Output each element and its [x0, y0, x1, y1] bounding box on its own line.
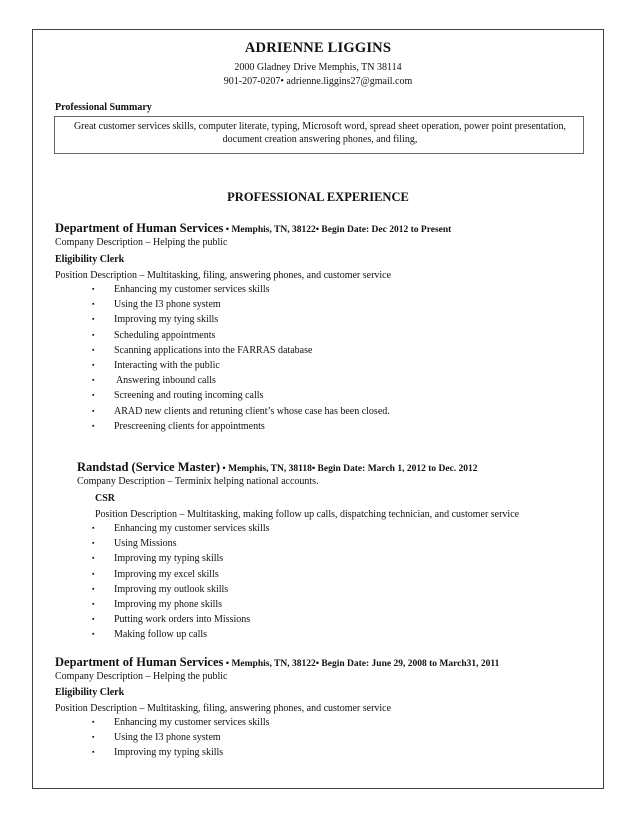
- bullet-text: Answering inbound calls: [114, 375, 216, 387]
- bullet-square-icon: ▪: [92, 748, 95, 757]
- bullet-item: [92, 330, 215, 341]
- bullet-text: Putting work orders into Missions: [114, 614, 251, 626]
- bullet-square-icon: ▪: [92, 615, 95, 624]
- bullet-item: [92, 299, 221, 310]
- bullet-item: [92, 569, 219, 580]
- bullet-item: [92, 584, 228, 595]
- bullet-square-icon: ▪: [92, 391, 95, 400]
- bullet-item: [92, 523, 270, 534]
- job-3-title: Eligibility Clerk: [55, 687, 125, 698]
- bullet-square-icon: ▪: [92, 733, 95, 742]
- bullet-item: [92, 629, 207, 640]
- bullet-text: Screening and routing incoming calls: [114, 390, 264, 402]
- bullet-text: Improving my tying skills: [114, 314, 219, 326]
- bullet-text: Interacting with the public: [114, 360, 220, 371]
- bullet-square-icon: ▪: [92, 330, 95, 339]
- bullet-square-icon: ▪: [92, 569, 95, 578]
- bullet-item: [92, 421, 265, 432]
- bullet-item: [92, 717, 270, 728]
- bullet-square-icon: ▪: [92, 376, 95, 385]
- bullet-item: [92, 599, 222, 610]
- bullet-item: [92, 314, 218, 325]
- bullet-square-icon: ▪: [92, 285, 95, 293]
- job-3-header: [55, 655, 499, 670]
- bullet-text: Improving my phone skills: [114, 599, 223, 610]
- bullet-square-icon: ▪: [92, 345, 95, 354]
- candidate-name: ADRIENNE LIGGINS: [244, 40, 392, 56]
- bullet-text: ARAD new clients and retuning client’s whose case has been closed.: [114, 405, 390, 417]
- summary-line-2: document creation answering phones, and filing,: [222, 134, 418, 145]
- job-1-company-desc: Company Description – Helping the public: [55, 237, 228, 248]
- summary-line-1: Great customer services skills, computer literate, typing, Microsoft word, spread sheet operation, power point presentation,: [73, 121, 567, 132]
- bullet-text: Scheduling appointments: [114, 329, 216, 341]
- job-2-employer: Randstad (Service Master): [77, 460, 221, 474]
- bullet-text: Improving my typing skills: [114, 553, 224, 565]
- bullet-item: [92, 375, 216, 386]
- bullet-text: Using Missions: [114, 538, 177, 550]
- job-1-employer: Department of Human Services: [55, 221, 224, 235]
- job-2-title: CSR: [95, 493, 116, 504]
- bullet-text: Improving my excel skills: [114, 568, 219, 580]
- bullet-item: [92, 360, 220, 371]
- job-1-title: Eligibility Clerk: [55, 254, 125, 265]
- bullet-square-icon: ▪: [92, 421, 95, 430]
- bullet-square-icon: ▪: [92, 554, 95, 563]
- bullet-item: [92, 390, 263, 401]
- bullet-square-icon: ▪: [92, 524, 95, 532]
- summary-text: [60, 120, 580, 146]
- bullet-square-icon: ▪: [92, 539, 95, 548]
- bullet-item: [92, 284, 270, 295]
- experience-heading: PROFESSIONAL EXPERIENCE: [227, 190, 409, 204]
- bullet-text: Enhancing my customer services skills: [114, 284, 270, 295]
- bullet-square-icon: ▪: [92, 600, 95, 608]
- bullet-square-icon: ▪: [92, 361, 95, 369]
- job-1-meta: • Memphis, TN, 38122• Begin Date: Dec 2012 to Present: [223, 225, 452, 235]
- bullet-item: [92, 553, 223, 564]
- job-3-position-desc: Position Description – Multitasking, filing, answering phones, and customer service: [55, 703, 392, 714]
- job-1-header: [55, 221, 451, 236]
- bullet-square-icon: ▪: [92, 315, 95, 324]
- bullet-text: Scanning applications into the FARRAS database: [114, 344, 313, 356]
- job-2-position-desc: Position Description – Multitasking, making follow up calls, dispatching technician, and customer service: [95, 509, 520, 520]
- bullet-square-icon: ▪: [92, 630, 95, 639]
- bullet-item: [92, 538, 177, 549]
- summary-title: Professional Summary: [55, 102, 152, 113]
- address-line: 2000 Gladney Drive Memphis, TN 38114: [234, 62, 402, 73]
- job-2-header: [77, 460, 478, 475]
- bullet-text: Using the I3 phone system: [114, 299, 221, 311]
- bullet-text: Enhancing my customer services skills: [114, 717, 270, 728]
- contact-line: 901-207-0207• adrienne.liggins27@gmail.com: [223, 76, 413, 87]
- bullet-text: Enhancing my customer services skills: [114, 523, 270, 534]
- job-3-company-desc: Company Description – Helping the public: [55, 671, 228, 682]
- bullet-text: Improving my typing skills: [114, 747, 224, 759]
- bullet-square-icon: ▪: [92, 718, 95, 726]
- job-3-employer: Department of Human Services: [55, 655, 224, 669]
- bullet-item: [92, 614, 250, 625]
- bullet-item: [92, 732, 221, 743]
- bullet-text: Prescreening clients for appointments: [114, 420, 265, 432]
- bullet-square-icon: ▪: [92, 300, 95, 309]
- job-1-position-desc: Position Description – Multitasking, filing, answering phones, and customer service: [55, 270, 392, 281]
- bullet-text: Improving my outlook skills: [114, 583, 229, 595]
- bullet-square-icon: ▪: [92, 406, 95, 415]
- bullet-item: [92, 406, 390, 417]
- job-3-meta: • Memphis, TN, 38122• Begin Date: June 29, 2008 to March31, 2011: [223, 659, 500, 669]
- job-2-company-desc: Company Description – Terminix helping national accounts.: [77, 476, 319, 487]
- bullet-text: Using the I3 phone system: [114, 732, 221, 744]
- bullet-item: [92, 747, 223, 758]
- job-2-meta: • Memphis, TN, 38118• Begin Date: March 1, 2012 to Dec. 2012: [220, 464, 478, 474]
- bullet-text: Making follow up calls: [114, 629, 208, 641]
- bullet-item: [92, 345, 312, 356]
- bullet-square-icon: ▪: [92, 584, 95, 593]
